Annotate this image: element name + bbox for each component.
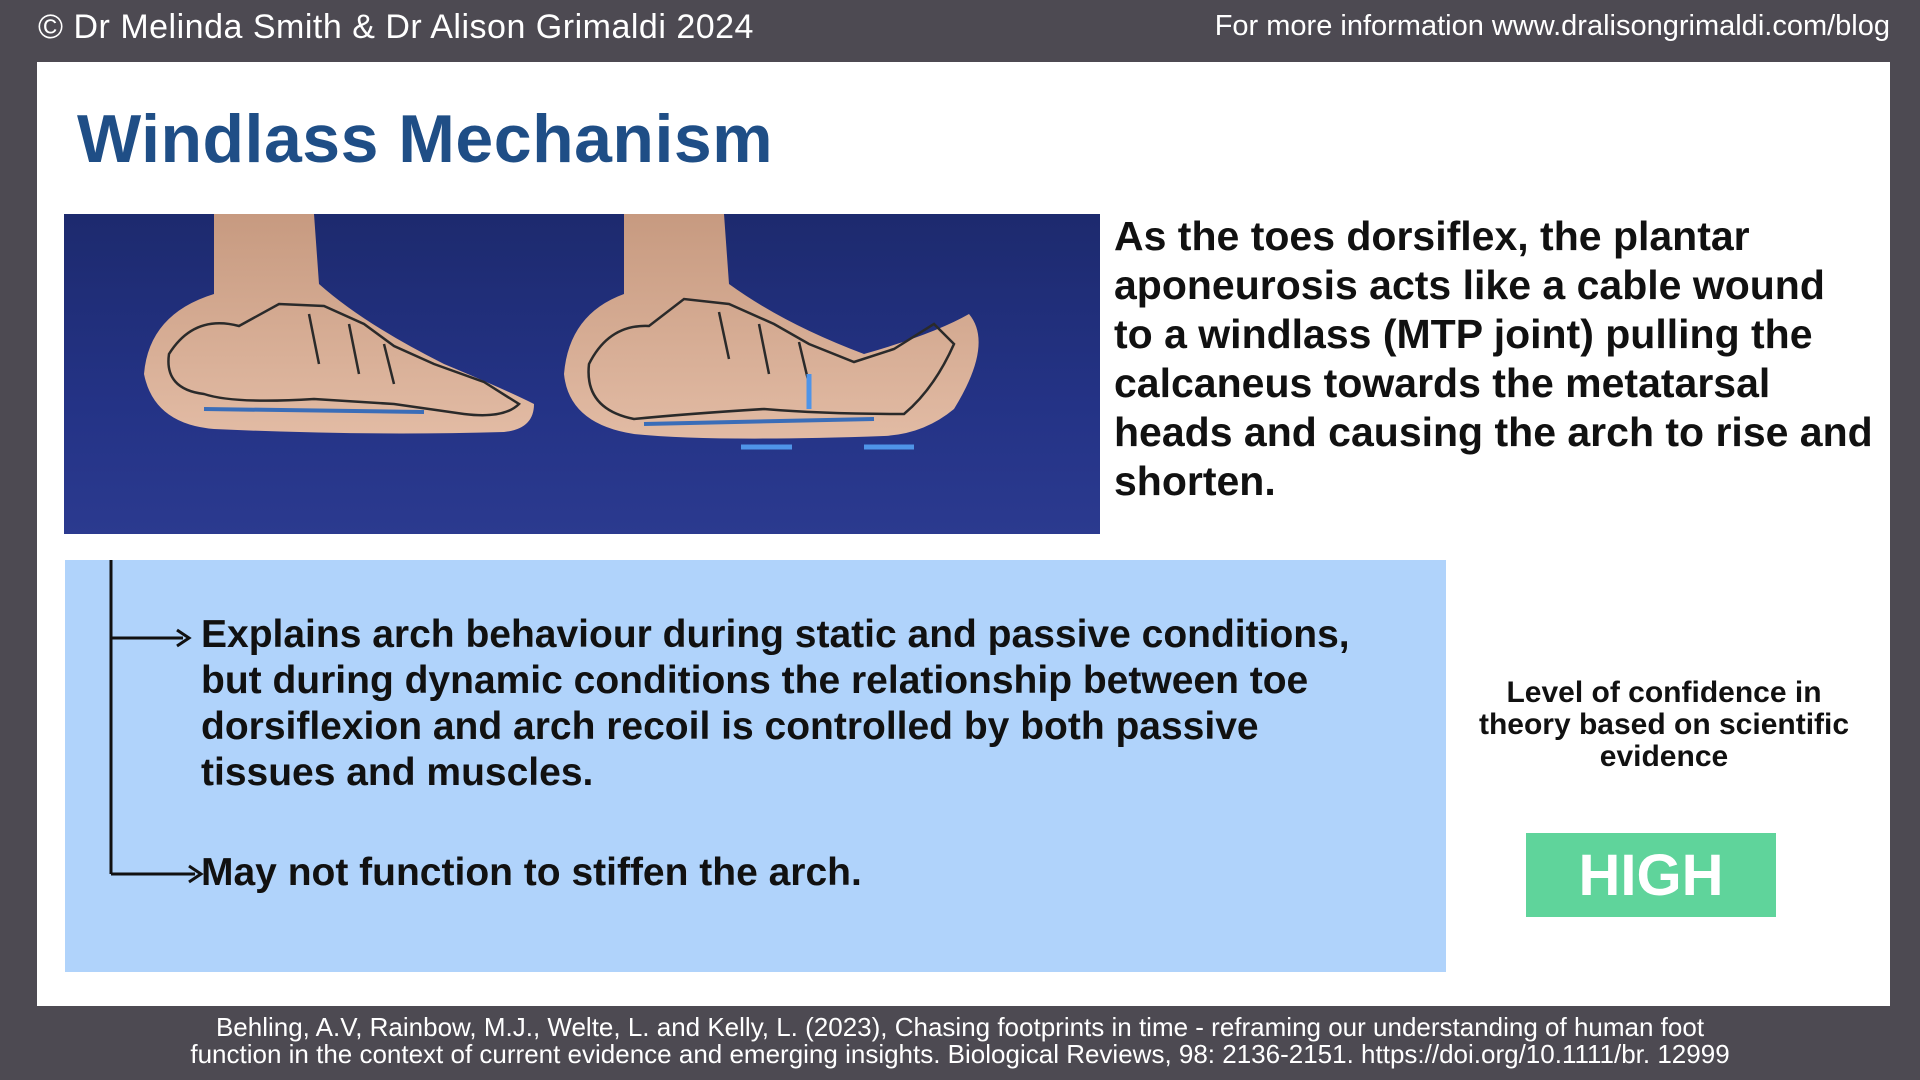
implication-point: Explains arch behaviour during static and passive conditions, but during dynamic conditions the relationship between toe dorsiflexion and arch recoil is controlled by both passive tissues and muscles. (201, 613, 1350, 794)
page-title: Windlass Mechanism (77, 101, 774, 177)
confidence-level-badge: HIGH (1526, 833, 1776, 917)
content-card (37, 62, 1890, 1006)
more-info-link[interactable]: For more information www.dralisongrimaldi.com/blog (1214, 10, 1890, 42)
implications-panel (65, 560, 1446, 972)
citation-line: function in the context of current evidence and emerging insights. Biological Reviews, 98: 2136-2151. https://doi.org/10.1111/br. 12999 (190, 1039, 1730, 1069)
windlass-description: As the toes dorsiflex, the plantar aponeurosis acts like a cable wound to a windlass (MTP joint) pulling the calcaneus towards the metatarsal heads and causing the arch to rise and shorten. (1114, 213, 1873, 504)
citation-line: Behling, A.V, Rainbow, M.J., Welte, L. and Kelly, L. (2023), Chasing footprints in time - reframing our understanding of human foot (215, 1012, 1705, 1042)
implication-point: May not function to stiffen the arch. (201, 851, 862, 894)
reference-citation (0, 1014, 1920, 1068)
foot-illustration (64, 214, 1100, 534)
confidence-label: Level of confidence in theory based on scientific evidence (1478, 676, 1850, 773)
copyright-text: © Dr Melinda Smith & Dr Alison Grimaldi 2024 (38, 8, 754, 46)
